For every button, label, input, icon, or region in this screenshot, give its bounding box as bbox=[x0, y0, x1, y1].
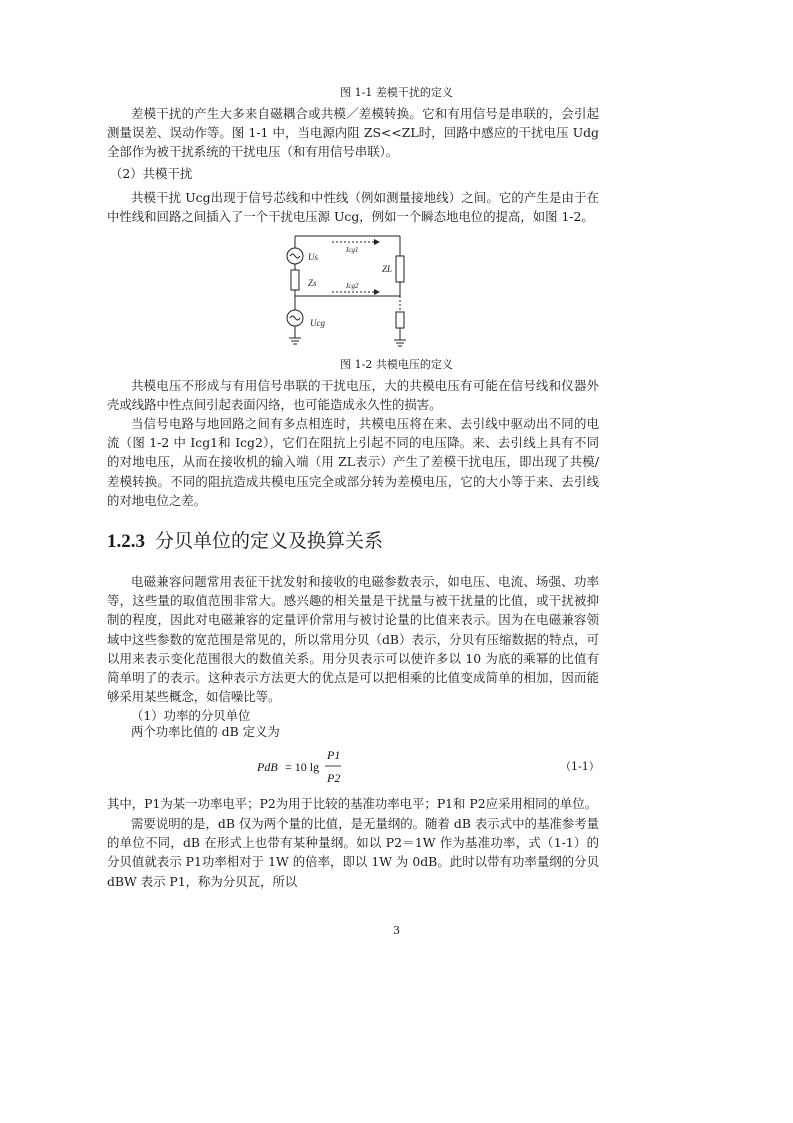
figure-1-2-circuit-diagram bbox=[270, 234, 430, 356]
paragraph-differential-mode-origin: 差模干扰的产生大多来自磁耦合或共模／差模转换。它和有用信号是串联的，会引起测量误差、误动作等。图 1-1 中，当电源内阻 ZS<<ZL时，回路中感应的干扰电压 Udg全部作为被干扰系统的干扰电压（和有用信号串联）。 bbox=[107, 106, 599, 160]
paragraph-decibel-intro: 电磁兼容问题常用表征干扰发射和接收的电磁参数表示，如电压、电流、场强、功率等，这些量的取值范围非常大。感兴趣的相关量是干扰量与被干扰量的比值，或干扰被抑制的程度，因此对电磁兼容的定量评价常用与被讨论量的比值来表示。因为在电磁兼容领域中这些参数的宽范围是常见的，所以常用分贝（dB）表示，分贝有压缩数据的特点，可以用来表示变化范围很大的数值关系。用分贝表示可以使许多以 10 为底的乘幂的比值有简单明了的表示。这种表示方法更大的优点是可以把相乘的比值变成简单的相加，因而能够采用某些概念，如信噪比等。 bbox=[107, 574, 599, 705]
equation-number: （1-1） bbox=[560, 760, 600, 773]
label-us: Us bbox=[308, 252, 319, 262]
formula-lhs: PdB bbox=[257, 760, 278, 774]
arrowhead-icg1 bbox=[374, 239, 380, 245]
paragraph-common-mode-voltage: 共模电压不形成与有用信号串联的干扰电压，大的共模电压有可能在信号线和仪器外壳或线路中性点间引起表面闪络，也可能造成永久性的损害。 bbox=[107, 378, 599, 413]
section-title: 分贝单位的定义及换算关系 bbox=[155, 530, 384, 552]
label-ucg: Ucg bbox=[310, 318, 325, 328]
formula-1-1 bbox=[255, 744, 375, 788]
subheading-common-mode: （2）共模干扰 bbox=[110, 166, 193, 181]
label-icg2: Icg2 bbox=[346, 282, 359, 290]
arrowhead-icg2 bbox=[374, 289, 380, 295]
source-resistor-zs bbox=[291, 270, 299, 290]
figure-1-2-caption: 图 1-2 共模电压的定义 bbox=[340, 358, 453, 371]
paragraph-mode-conversion: 当信号电路与地回路之间有多点相连时，共模电压将在来、去引线中驱动出不同的电流（图 1-2 中 Icg1和 Icg2），它们在阻抗上引起不同的电压降。来、去引线上具有不同的对地电压，从而在接收机的输入端（用 ZL表示）产生了差模干扰电压，即出现了共模/差模转换。不同的阻抗造成共模电压完全或部分转为差模电压，它的大小等于来、去引线的对地电位之差。 bbox=[107, 416, 599, 508]
source-us-sine bbox=[290, 254, 300, 258]
formula-denominator: P2 bbox=[327, 771, 341, 785]
label-zl: ZL bbox=[382, 264, 393, 274]
load-resistor-zl bbox=[396, 256, 404, 282]
label-zs: Zs bbox=[308, 278, 317, 288]
paragraph-db-definition-lead: 两个功率比值的 dB 定义为 bbox=[131, 724, 280, 739]
figure-1-1-caption: 图 1-1 差模干扰的定义 bbox=[340, 86, 453, 99]
subheading-power-decibel: （1）功率的分贝单位 bbox=[131, 708, 251, 723]
formula-equals: = 10 lg bbox=[285, 760, 320, 774]
page-number: 3 bbox=[393, 924, 400, 937]
formula-numerator: P1 bbox=[327, 748, 341, 762]
section-heading bbox=[107, 526, 383, 553]
paragraph-common-mode-definition: 共模干扰 Ucg出现于信号芯线和中性线（例如测量接地线）之间。它的产生是由于在中性线和回路之间插入了一个干扰电压源 Ucg，例如一个瞬态地电位的提高，如图 1-2。 bbox=[107, 190, 599, 225]
source-ucg-sine bbox=[290, 316, 300, 320]
paragraph-formula-explanation: 其中，P1为某一功率电平；P2为用于比较的基准功率电平；P1和 P2应采用相同的单位。 bbox=[107, 796, 598, 811]
paragraph-dimensionless-note: 需要说明的是，dB 仅为两个量的比值，是无量纲的。随着 dB 表示式中的基准参考量的单位不同，dB 在形式上也带有某种量纲。如以 P2＝1W 作为基准功率，式（1-1）的分贝值就表示 P1功率相对于 1W 的倍率，即以 1W 为 0dB。此时以带有功率量纲的分贝 dBW 表示 P1，称为分贝瓦，所以 bbox=[107, 816, 599, 889]
ground-impedance-resistor bbox=[396, 312, 404, 328]
section-number: 1.2.3 bbox=[107, 531, 145, 552]
label-icg1: Icg1 bbox=[346, 246, 359, 254]
